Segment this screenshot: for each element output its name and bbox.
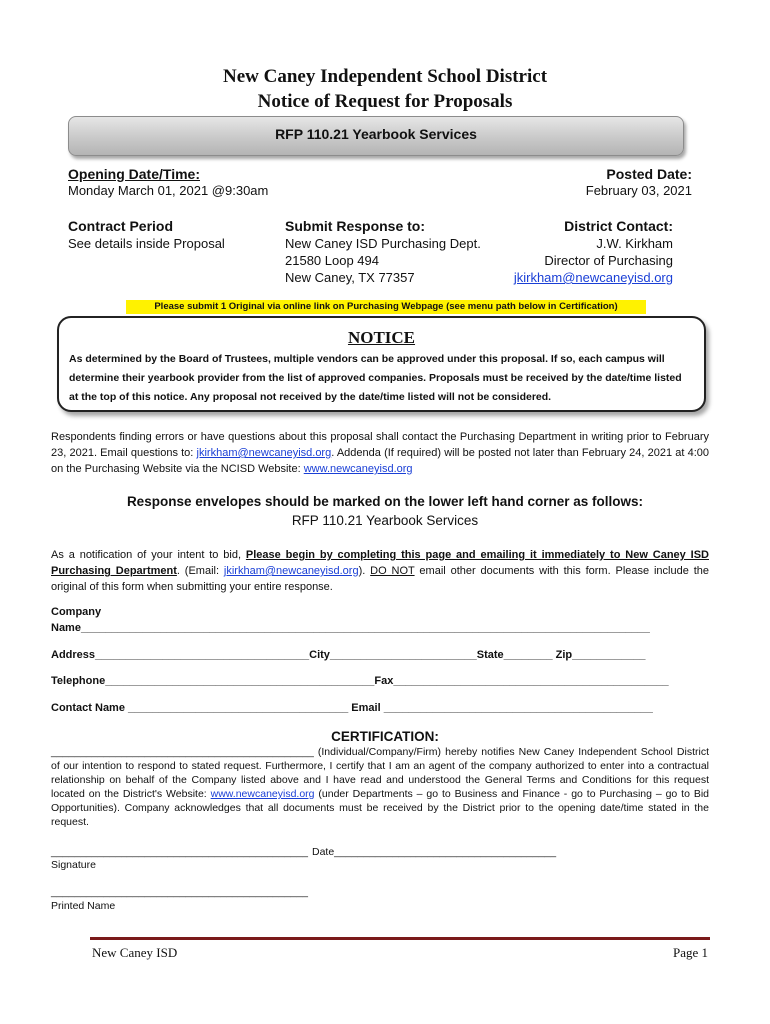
telephone-fax-field[interactable]: Telephone____________________________________________Fax_____________________________________________ — [51, 675, 669, 687]
rfp-banner-text: RFP 110.21 Yearbook Services — [275, 126, 477, 142]
submit-address-line1: New Caney ISD Purchasing Dept. — [285, 236, 481, 251]
signature-line[interactable]: ____________________________________________ — [51, 846, 308, 858]
do-not-text: DO NOT — [370, 565, 415, 577]
intent-email-link[interactable]: jkirkham@newcaneyisd.org — [223, 565, 359, 577]
ncisd-website-link[interactable]: www.newcaneyisd.org — [303, 463, 413, 475]
footer-organization: New Caney ISD — [92, 945, 178, 960]
notice-box — [57, 316, 706, 412]
envelope-subtitle: RFP 110.21 Yearbook Services — [291, 513, 479, 528]
questions-email-link[interactable]: jkirkham@newcaneyisd.org — [196, 447, 332, 459]
certification-website-link[interactable]: www.newcaneyisd.org — [210, 788, 315, 800]
date-field[interactable]: Date______________________________________ — [312, 846, 557, 858]
contact-email-field[interactable]: Contact Name ____________________________________ Email ____________________________________________ — [51, 702, 653, 714]
certification-heading: CERTIFICATION: — [331, 729, 439, 744]
opening-date-label: Opening Date/Time: — [68, 166, 200, 182]
contract-period-label: Contract Period — [68, 218, 174, 234]
signature-label: Signature — [51, 859, 96, 871]
questions-paragraph: Respondents finding errors or have questions about this proposal shall contact the Purchasing Department in writing prior to February 23, 2021. Email questions to: jkirkham@newcaneyisd.org. Addenda (If required) will be posted not later than February 24, 2021 at 4:00 on the Purchasing Website via the NCISD Website: www.newcaneyisd.org — [51, 431, 709, 475]
submit-address-line2: 21580 Loop 494 — [285, 253, 379, 268]
printed-name-line[interactable]: ____________________________________________ — [51, 886, 308, 898]
certification-company-blank[interactable]: _____________________________________________ — [51, 746, 314, 758]
contact-name: J.W. Kirkham — [596, 236, 673, 251]
contact-email-link[interactable]: jkirkham@newcaneyisd.org — [513, 270, 673, 285]
intent-paragraph: As a notification of your intent to bid, Please begin by completing this page and emailing it immediately to New Caney ISD Purchasing Department. (Email: jkirkham@newcaneyisd.org). DO NOT email other documents with this form. Please include the original of this form when submitting your entire response. — [51, 549, 709, 593]
notice-title: NOTICE — [347, 328, 416, 347]
opening-date-value: Monday March 01, 2021 @9:30am — [68, 183, 269, 198]
submit-note: Please submit 1 Original via online link on Purchasing Webpage (see menu path below in Certification) — [126, 300, 646, 314]
posted-date-label: Posted Date: — [606, 166, 692, 182]
footer-divider — [90, 937, 710, 940]
company-name-field[interactable]: Name_____________________________________________________________________________________________ — [51, 622, 650, 634]
envelope-heading: Response envelopes should be marked on the lower left hand corner as follows: — [126, 494, 644, 509]
submit-response-label: Submit Response to: — [285, 218, 426, 234]
intent-instruction: Please begin by completing this page and emailing it immediately to New Caney ISD Purchasing Department — [51, 549, 709, 577]
footer-page-number: Page 1 — [672, 945, 708, 960]
address-field[interactable]: Address___________________________________City________________________State________ Zip____________ — [51, 649, 646, 661]
district-contact-label: District Contact: — [564, 218, 673, 234]
contract-period-value: See details inside Proposal — [68, 236, 225, 251]
contact-title: Director of Purchasing — [544, 253, 673, 268]
printed-name-label: Printed Name — [51, 900, 116, 912]
document-title: New Caney Independent School District — [222, 66, 548, 87]
certification-paragraph: _____________________________________________ (Individual/Company/Firm) hereby notifies New Caney Independent School District of our intention to respond to stated request. Furthermore, I certify that I am an agent of the company authorized to enter into a contractual relationship on behalf of the Company listed above and I have read and understood the General Terms and Conditions for this request located on the District's Website: www.newcaneyisd.org (under Departments – go to Business and Finance - go to Purchasing – go to Bid Opportunities). Company acknowledges that all documents must be received by the District prior to the opening date/time stated in the request. — [51, 746, 709, 828]
rfp-banner — [68, 116, 684, 156]
company-label: Company — [51, 606, 102, 618]
submit-address-line3: New Caney, TX 77357 — [285, 270, 415, 285]
notice-body: As determined by the Board of Trustees, multiple vendors can be approved under this proposal. If so, each campus will determine their yearbook provider from the list of approved companies. Proposals must be received by the date/time listed at the top of this notice. Any proposal not received by the date/time listed will not be considered. — [69, 353, 682, 403]
posted-date-value: February 03, 2021 — [585, 183, 692, 198]
document-subtitle: Notice of Request for Proposals — [257, 91, 513, 112]
